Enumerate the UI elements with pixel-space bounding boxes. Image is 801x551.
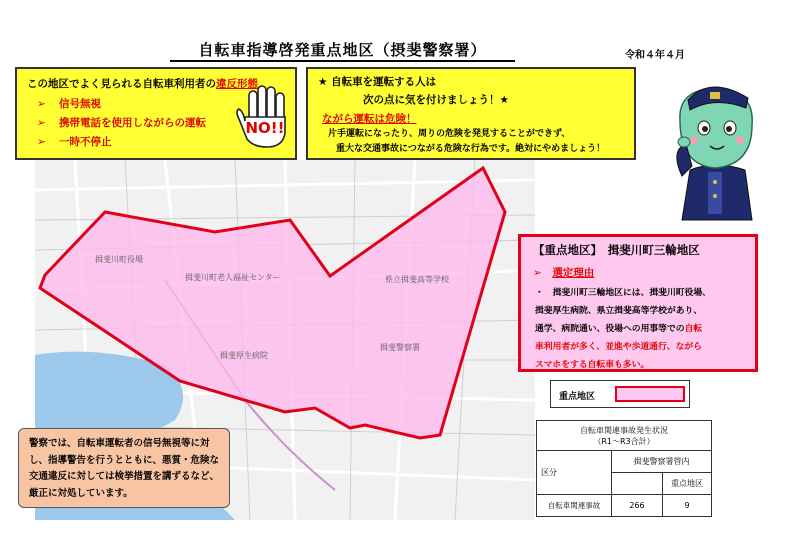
legend-swatch (615, 386, 685, 402)
map-label: 揖斐厚生病院 (220, 351, 268, 360)
focus-area-title: 【重点地区】 揖斐川町三輪地区 (533, 243, 700, 257)
stats-col-category: 区分 (537, 451, 612, 495)
police-enforcement-note: 警察では、自転車運転者の信号無視等に対 し、指導警告を行うとともに、悪質・危険な 交通違反に対しては検挙措置を講ずるなど、 厳正に対処しています。 (18, 428, 230, 508)
stats-col-jurisdiction: 揖斐警察署管内 (612, 451, 712, 473)
map-label: 揖斐警察署 (380, 343, 420, 352)
careful-heading: ★ 自転車を運転する人は (318, 76, 437, 88)
careful-body-1: 片手運転になったり、周りの危険を発見することができず、 (328, 129, 571, 139)
violation-lead: この地区でよく見られる自転車利用者の違反形態 (27, 78, 258, 90)
police-mascot-illustration (660, 70, 770, 230)
stats-col-focus: 重点地区 (663, 473, 712, 495)
map-label: 揖斐川町役場 (95, 255, 143, 264)
selection-reason-text: ・ 揖斐川町三輪地区には、揖斐川町役場、 揖斐厚生病院、県立揖斐高等学校があり、 通学、病院通い、役場への用事等での自転 車利用者が多く、並進や歩道通行、ながら スマホをする自転車も多い。 (535, 288, 711, 370)
legend-label: 重点地区 (559, 392, 596, 402)
page-title: 自転車指導啓発重点地区（摂斐警察署） (170, 40, 515, 62)
violation-list (37, 95, 206, 152)
map-legend (550, 380, 690, 408)
careful-body-2: 重大な交通事故につながる危険な行為です。絶対にやめましょう！ (336, 144, 606, 154)
focus-area-box (518, 234, 758, 372)
map-label: 揖斐川町老人福祉センター (185, 273, 281, 282)
accident-stats-table (536, 420, 712, 517)
stats-row-total: 266 (612, 495, 663, 517)
map-label: 県立揖斐高等学校 (385, 275, 449, 284)
ride-safely-box (306, 67, 636, 160)
violation-item: ➢ 信号無視 (37, 98, 101, 110)
stop-hand-icon (235, 83, 297, 149)
issue-date: 令和４年４月 (625, 50, 685, 61)
stats-row-focus: 9 (663, 495, 712, 517)
violation-item: ➢ 一時不停止 (37, 136, 112, 148)
violation-types-box (15, 67, 297, 160)
stats-caption: 自転車関連事故発生状況 （R1～R3合計） (537, 421, 712, 451)
distracted-riding-warning: ながら運転は危険！ (322, 113, 417, 125)
stats-row-label: 自転車関連事故 (537, 495, 612, 517)
careful-heading-2: 次の点に気を付けましょう！★ (363, 94, 509, 106)
selection-reason-heading: ➢ 選定理由 (533, 267, 595, 279)
violation-item: ➢ 携帯電話を使用しながらの運転 (37, 117, 206, 129)
svg-text:NO!!: NO!! (245, 119, 285, 137)
